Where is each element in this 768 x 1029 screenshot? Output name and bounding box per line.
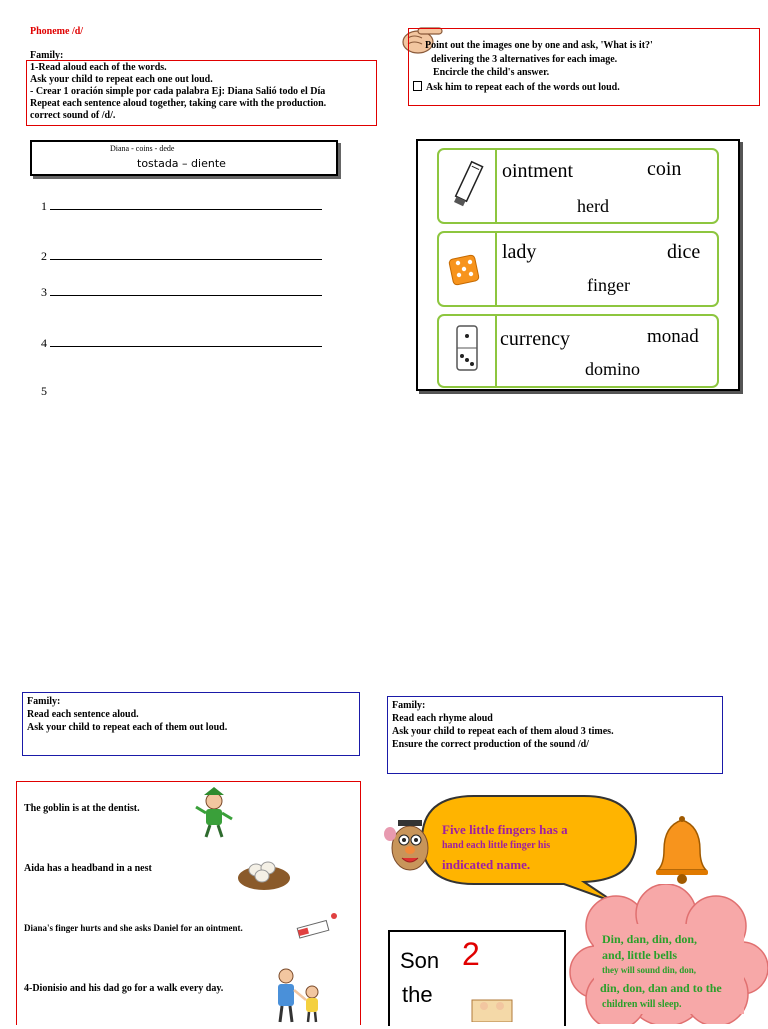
word-card-3	[437, 314, 719, 388]
children-scene-icon	[468, 992, 518, 1022]
instruction-line: Ask your child to repeat each of them aloud 3 times.	[392, 726, 614, 737]
answer-line-1[interactable]	[41, 196, 322, 214]
song-word-1: Son	[400, 948, 440, 973]
card-word[interactable]: domino	[585, 359, 641, 379]
song-box	[388, 930, 566, 1026]
card-word[interactable]: coin	[647, 158, 682, 180]
family-label-1: Family:	[30, 50, 64, 61]
instruction-line: Repeat each sentence aloud together, taking care with the production.	[30, 98, 327, 109]
song-word-2: the	[402, 982, 433, 1007]
instructions-box-right-top	[408, 28, 760, 106]
line-number: 2	[41, 249, 47, 263]
instruction-line: Ask him to repeat each of the words out loud.	[413, 81, 620, 94]
bell-icon	[652, 816, 712, 886]
instruction-line: Ensure the correct production of the sound /d/	[392, 739, 589, 750]
instruction-line: 1-Read aloud each of the words.	[30, 62, 167, 73]
line-number: 1	[41, 199, 47, 213]
card-word[interactable]: currency	[500, 328, 570, 350]
card-word[interactable]: monad	[647, 326, 699, 347]
instructions-box-left-bottom	[22, 692, 360, 756]
cloud-line-4: din, don, dan and to the	[600, 981, 722, 995]
bubble-line-3: indicated name.	[442, 857, 531, 872]
instruction-line: - Crear 1 oración simple por cada palabra Ej: Diana Salió todo el Día	[30, 86, 326, 97]
family-label-3: Family:	[392, 700, 426, 711]
answer-line-4[interactable]	[41, 333, 322, 351]
instruction-line: Read each rhyme aloud	[392, 713, 493, 724]
instruction-line: Read each sentence aloud.	[27, 709, 139, 720]
sentence-2: Aida has a headband in a nest	[24, 863, 152, 874]
cloud-line-2: and, little bells	[602, 948, 678, 962]
line-number: 4	[41, 336, 47, 350]
potato-head-icon	[380, 812, 438, 874]
tube-icon	[439, 150, 497, 222]
sentence-4: 4-Dionisio and his dad go for a walk every day.	[24, 983, 224, 994]
sentence-1: The goblin is at the dentist.	[24, 803, 140, 814]
instructions-box-left-top	[26, 60, 377, 126]
answer-line-2[interactable]	[41, 246, 322, 264]
line-number: 3	[41, 285, 47, 299]
answer-line-5[interactable]	[41, 384, 47, 399]
word-box-line1: Diana - coins - dede	[110, 144, 175, 153]
card-word[interactable]: ointment	[502, 160, 574, 182]
cloud-line-5: children will sleep.	[602, 999, 682, 1010]
word-card-1	[437, 148, 719, 224]
word-box-line2: tostada – diente	[137, 157, 226, 170]
instructions-box-right-bottom	[387, 696, 723, 774]
song-number: 2	[462, 936, 480, 972]
instruction-line: Ask your child to repeat each of them out loud.	[27, 722, 228, 733]
bubble-line-1: Five little fingers has a	[442, 822, 568, 837]
bubble-line-2: hand each little finger his	[442, 840, 551, 851]
line-number: 5	[41, 384, 47, 398]
phoneme-title: Phoneme /d/	[30, 26, 84, 37]
card-word[interactable]: dice	[667, 241, 701, 263]
father-son-icon	[266, 966, 330, 1024]
cloud-line-3: they will sound din, don,	[602, 965, 697, 975]
sentence-3: Diana's finger hurts and she asks Daniel for an ointment.	[24, 923, 243, 933]
checkbox-icon	[413, 81, 422, 91]
nest-icon	[236, 846, 292, 894]
instruction-line: Point out the images one by one and ask, 'What is it?'	[425, 40, 653, 51]
instruction-line: Encircle the child's answer.	[433, 67, 550, 78]
answer-line-3[interactable]	[41, 282, 322, 300]
ointment-tube-icon	[294, 910, 340, 946]
card-word[interactable]: finger	[587, 275, 630, 295]
domino-icon	[439, 316, 497, 386]
instruction-line: delivering the 3 alternatives for each image.	[431, 54, 618, 65]
word-card-2	[437, 231, 719, 307]
card-word[interactable]: lady	[502, 241, 537, 263]
instruction-line: Ask your child to repeat each one out loud.	[30, 74, 213, 85]
goblin-icon	[190, 787, 238, 839]
instruction-line: correct sound of /d/.	[30, 110, 116, 121]
card-word[interactable]: herd	[577, 196, 609, 216]
family-label-2: Family:	[27, 696, 61, 707]
word-box	[30, 140, 338, 176]
dice-icon	[439, 233, 497, 305]
cloud-line-1: Din, dan, din, don,	[602, 932, 698, 946]
